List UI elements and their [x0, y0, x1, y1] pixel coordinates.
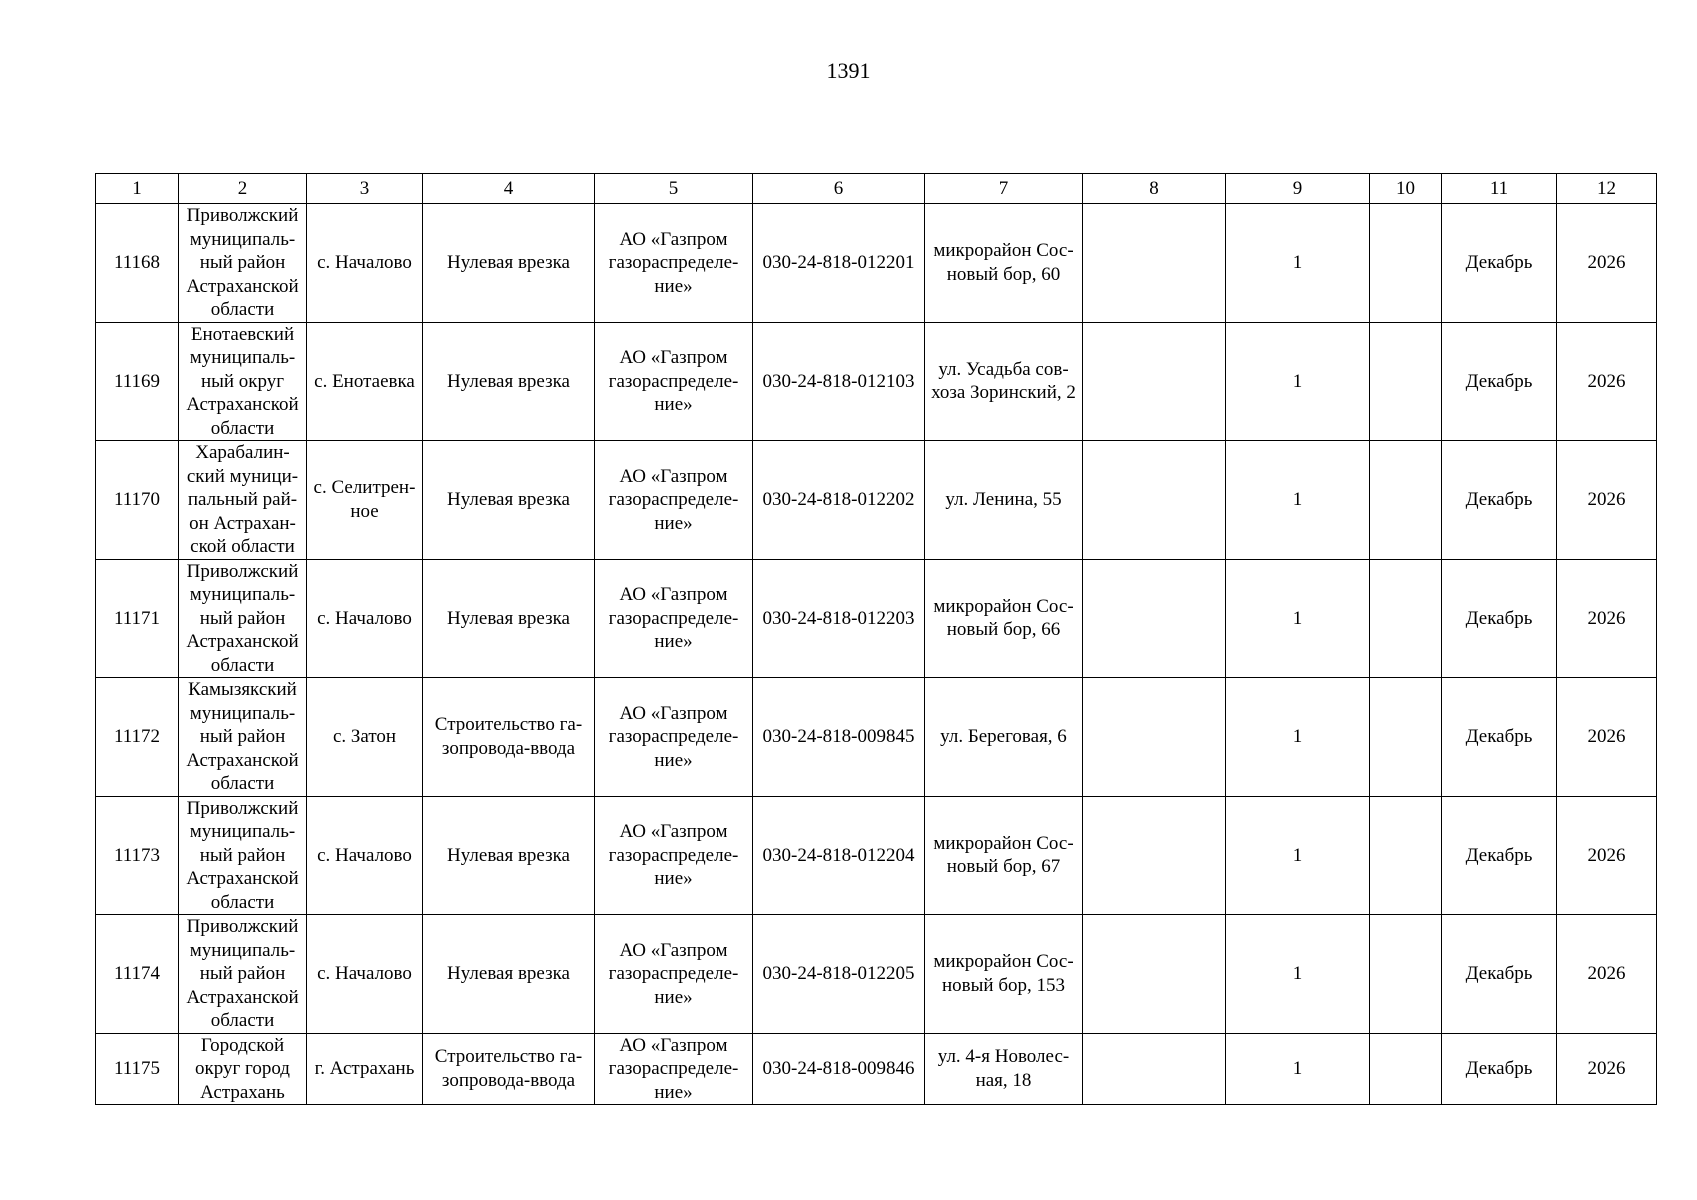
cell-text: с. Началово — [317, 607, 412, 629]
cell-text: Городской округ город Астрахань — [195, 1034, 290, 1103]
cell-text: микрорайон Сос- новый бор, 67 — [933, 832, 1074, 878]
cell-work-type — [423, 441, 595, 560]
cell-text: Приволжский муниципаль- ный район Астраханской области — [186, 797, 299, 913]
cell-month — [1442, 559, 1557, 678]
cell-col-8 — [1083, 1033, 1226, 1105]
cell-address — [925, 441, 1083, 560]
cell-address — [925, 678, 1083, 797]
cell-text: г. Астрахань — [314, 1058, 415, 1079]
column-header-4: 4 — [423, 174, 595, 204]
cell-text: с. Началово — [317, 252, 412, 273]
cell-text: 2026 — [1587, 252, 1626, 273]
cell-text: с. Енотаевка — [314, 370, 415, 392]
cell-text: 11170 — [113, 489, 161, 510]
cell-row-number — [96, 796, 179, 915]
cell-municipality — [179, 441, 307, 560]
cell-text: 030-24-818-009845 — [762, 726, 915, 747]
cell-object-code — [753, 322, 925, 441]
cell-year — [1557, 796, 1657, 915]
cell-row-number — [96, 678, 179, 797]
cell-text: 1 — [1292, 370, 1303, 392]
cell-row-number — [96, 1033, 179, 1105]
table-row — [96, 441, 1657, 560]
cell-text: 2026 — [1587, 489, 1626, 510]
cell-text: Декабрь — [1465, 1058, 1533, 1079]
cell-text: Строительство га- зопровода-ввода — [434, 714, 583, 759]
cell-text: Декабрь — [1465, 252, 1533, 273]
cell-text: 030-24-818-012103 — [762, 370, 915, 392]
cell-object-code — [753, 915, 925, 1034]
cell-address — [925, 915, 1083, 1034]
cell-text: АО «Газпром газораспределе- ние» — [608, 465, 739, 534]
cell-text: ул. Береговая, 6 — [940, 726, 1067, 747]
cell-text: 11172 — [113, 726, 161, 747]
cell-work-type — [423, 678, 595, 797]
cell-municipality — [179, 915, 307, 1034]
cell-text: микрорайон Сос- новый бор, 66 — [933, 595, 1074, 641]
cell-text: Строительство га- зопровода-ввода — [434, 1046, 583, 1091]
cell-text: Нулевая врезка — [447, 844, 570, 866]
cell-text: 1 — [1292, 489, 1303, 510]
table-row — [96, 322, 1657, 441]
table-header-row — [96, 174, 1657, 204]
cell-col-8 — [1083, 559, 1226, 678]
cell-text: Нулевая врезка — [447, 370, 570, 392]
cell-text: 11171 — [113, 607, 161, 629]
cell-quantity — [1226, 678, 1370, 797]
table-row — [96, 796, 1657, 915]
cell-quantity — [1226, 322, 1370, 441]
cell-work-type — [423, 796, 595, 915]
cell-object-code — [753, 559, 925, 678]
cell-year — [1557, 678, 1657, 797]
cell-text: Приволжский муниципаль- ный район Астраханской области — [186, 560, 299, 676]
table-row — [96, 1033, 1657, 1105]
cell-municipality — [179, 204, 307, 323]
cell-col-10 — [1370, 678, 1442, 797]
cell-locality — [307, 678, 423, 797]
cell-month — [1442, 204, 1557, 323]
cell-text: ул. 4-я Новолес- ная, 18 — [937, 1046, 1070, 1091]
cell-year — [1557, 204, 1657, 323]
cell-text: Декабрь — [1465, 607, 1533, 629]
cell-address — [925, 559, 1083, 678]
cell-text: 2026 — [1587, 1058, 1626, 1079]
cell-locality — [307, 915, 423, 1034]
cell-month — [1442, 678, 1557, 797]
cell-text: 11175 — [113, 1058, 161, 1079]
cell-text: микрорайон Сос- новый бор, 153 — [933, 951, 1074, 996]
cell-organization — [595, 678, 753, 797]
cell-text: Декабрь — [1465, 489, 1533, 510]
column-header-5: 5 — [595, 174, 753, 204]
cell-organization — [595, 915, 753, 1034]
cell-text: 030-24-818-012203 — [762, 607, 915, 629]
table-row — [96, 915, 1657, 1034]
cell-year — [1557, 915, 1657, 1034]
cell-object-code — [753, 796, 925, 915]
cell-text: 2026 — [1587, 963, 1626, 984]
cell-work-type — [423, 915, 595, 1034]
cell-work-type — [423, 1033, 595, 1105]
cell-quantity — [1226, 441, 1370, 560]
cell-col-10 — [1370, 322, 1442, 441]
cell-text: 2026 — [1587, 844, 1626, 866]
cell-month — [1442, 322, 1557, 441]
cell-text: Нулевая врезка — [447, 252, 570, 273]
cell-locality — [307, 559, 423, 678]
page-number: 1391 — [826, 58, 871, 83]
cell-col-10 — [1370, 441, 1442, 560]
cell-text: ул. Усадьба сов- хоза Зоринский, 2 — [931, 358, 1076, 404]
cell-text: 030-24-818-012202 — [762, 489, 915, 510]
cell-month — [1442, 796, 1557, 915]
cell-locality — [307, 322, 423, 441]
cell-col-8 — [1083, 322, 1226, 441]
cell-text: с. Селитрен- ное — [313, 477, 416, 522]
cell-text: Декабрь — [1465, 963, 1533, 984]
cell-object-code — [753, 1033, 925, 1105]
cell-text: 11173 — [113, 844, 161, 866]
cell-text: 030-24-818-012204 — [762, 844, 915, 866]
cell-text: 11169 — [113, 370, 161, 392]
cell-text: 030-24-818-012201 — [762, 252, 915, 273]
cell-object-code — [753, 441, 925, 560]
column-header-2: 2 — [179, 174, 307, 204]
cell-text: Декабрь — [1465, 726, 1533, 747]
cell-text: Камызякский муниципаль- ный район Астраханской области — [186, 679, 299, 794]
cell-text: Харабалин- ский муници- пальный рай- он Астрахан- ской области — [186, 442, 299, 557]
cell-col-10 — [1370, 559, 1442, 678]
cell-col-8 — [1083, 204, 1226, 323]
cell-text: Нулевая врезка — [447, 489, 570, 510]
cell-text: Приволжский муниципаль- ный район Астраханской области — [186, 205, 299, 320]
cell-row-number — [96, 204, 179, 323]
cell-text: Нулевая врезка — [447, 963, 570, 984]
cell-text: 1 — [1292, 726, 1303, 747]
cell-organization — [595, 441, 753, 560]
cell-year — [1557, 559, 1657, 678]
cell-text: 1 — [1292, 607, 1303, 629]
cell-text: АО «Газпром газораспределе- ние» — [608, 702, 739, 771]
cell-col-8 — [1083, 915, 1226, 1034]
cell-col-8 — [1083, 796, 1226, 915]
cell-text: 1 — [1292, 252, 1303, 273]
cell-text: 2026 — [1587, 607, 1626, 629]
cell-row-number — [96, 322, 179, 441]
cell-work-type — [423, 322, 595, 441]
cell-address — [925, 204, 1083, 323]
cell-text: с. Началово — [317, 844, 412, 866]
column-header-9: 9 — [1226, 174, 1370, 204]
cell-text: АО «Газпром газораспределе- ние» — [608, 1034, 739, 1103]
cell-col-10 — [1370, 796, 1442, 915]
cell-quantity — [1226, 204, 1370, 323]
cell-text: АО «Газпром газораспределе- ние» — [608, 939, 739, 1008]
cell-municipality — [179, 796, 307, 915]
cell-text: АО «Газпром газораспределе- ние» — [608, 584, 739, 652]
cell-quantity — [1226, 796, 1370, 915]
column-header-12: 12 — [1557, 174, 1657, 204]
table-row — [96, 559, 1657, 678]
cell-text: 11174 — [113, 963, 161, 984]
cell-organization — [595, 204, 753, 323]
cell-text: 030-24-818-009846 — [762, 1058, 915, 1079]
cell-object-code — [753, 678, 925, 797]
cell-text: АО «Газпром газораспределе- ние» — [608, 347, 739, 415]
cell-text: 1 — [1292, 844, 1303, 866]
cell-quantity — [1226, 1033, 1370, 1105]
cell-text: АО «Газпром газораспределе- ние» — [608, 821, 739, 889]
cell-text: 1 — [1292, 1058, 1303, 1079]
cell-year — [1557, 1033, 1657, 1105]
cell-text: ул. Ленина, 55 — [945, 489, 1062, 510]
cell-quantity — [1226, 915, 1370, 1034]
cell-text: Нулевая врезка — [447, 607, 570, 629]
cell-locality — [307, 204, 423, 323]
cell-year — [1557, 322, 1657, 441]
cell-municipality — [179, 322, 307, 441]
column-header-3: 3 — [307, 174, 423, 204]
column-header-10: 10 — [1370, 174, 1442, 204]
cell-month — [1442, 441, 1557, 560]
cell-text: Енотаевский муниципаль- ный округ Астраханской области — [186, 323, 299, 439]
column-header-6: 6 — [753, 174, 925, 204]
cell-row-number — [96, 559, 179, 678]
cell-col-8 — [1083, 678, 1226, 797]
cell-organization — [595, 559, 753, 678]
cell-object-code — [753, 204, 925, 323]
cell-address — [925, 1033, 1083, 1105]
register-table-body — [96, 174, 1657, 1105]
cell-municipality — [179, 678, 307, 797]
cell-month — [1442, 1033, 1557, 1105]
cell-organization — [595, 322, 753, 441]
cell-text: Декабрь — [1465, 844, 1533, 866]
cell-work-type — [423, 559, 595, 678]
table-row — [96, 204, 1657, 323]
cell-municipality — [179, 1033, 307, 1105]
cell-col-10 — [1370, 204, 1442, 323]
cell-month — [1442, 915, 1557, 1034]
cell-year — [1557, 441, 1657, 560]
cell-text: 2026 — [1587, 726, 1626, 747]
cell-text: 030-24-818-012205 — [762, 963, 915, 984]
cell-work-type — [423, 204, 595, 323]
register-table — [95, 173, 1657, 1105]
cell-address — [925, 322, 1083, 441]
cell-col-8 — [1083, 441, 1226, 560]
cell-text: микрорайон Сос- новый бор, 60 — [933, 240, 1074, 285]
cell-address — [925, 796, 1083, 915]
cell-organization — [595, 796, 753, 915]
cell-organization — [595, 1033, 753, 1105]
cell-text: 11168 — [113, 252, 161, 273]
cell-locality — [307, 796, 423, 915]
cell-municipality — [179, 559, 307, 678]
cell-quantity — [1226, 559, 1370, 678]
cell-text: 1 — [1292, 963, 1303, 984]
column-header-7: 7 — [925, 174, 1083, 204]
table-row — [96, 678, 1657, 797]
cell-text: Приволжский муниципаль- ный район Астраханской области — [186, 916, 299, 1031]
cell-text: Декабрь — [1465, 370, 1533, 392]
cell-text: с. Затон — [332, 726, 397, 747]
cell-col-10 — [1370, 1033, 1442, 1105]
cell-locality — [307, 441, 423, 560]
column-header-8: 8 — [1083, 174, 1226, 204]
cell-text: 2026 — [1587, 370, 1626, 392]
cell-row-number — [96, 915, 179, 1034]
cell-text: АО «Газпром газораспределе- ние» — [608, 228, 739, 297]
column-header-1: 1 — [96, 174, 179, 204]
cell-locality — [307, 1033, 423, 1105]
column-header-11: 11 — [1442, 174, 1557, 204]
cell-row-number — [96, 441, 179, 560]
cell-col-10 — [1370, 915, 1442, 1034]
cell-text: с. Началово — [317, 963, 412, 984]
